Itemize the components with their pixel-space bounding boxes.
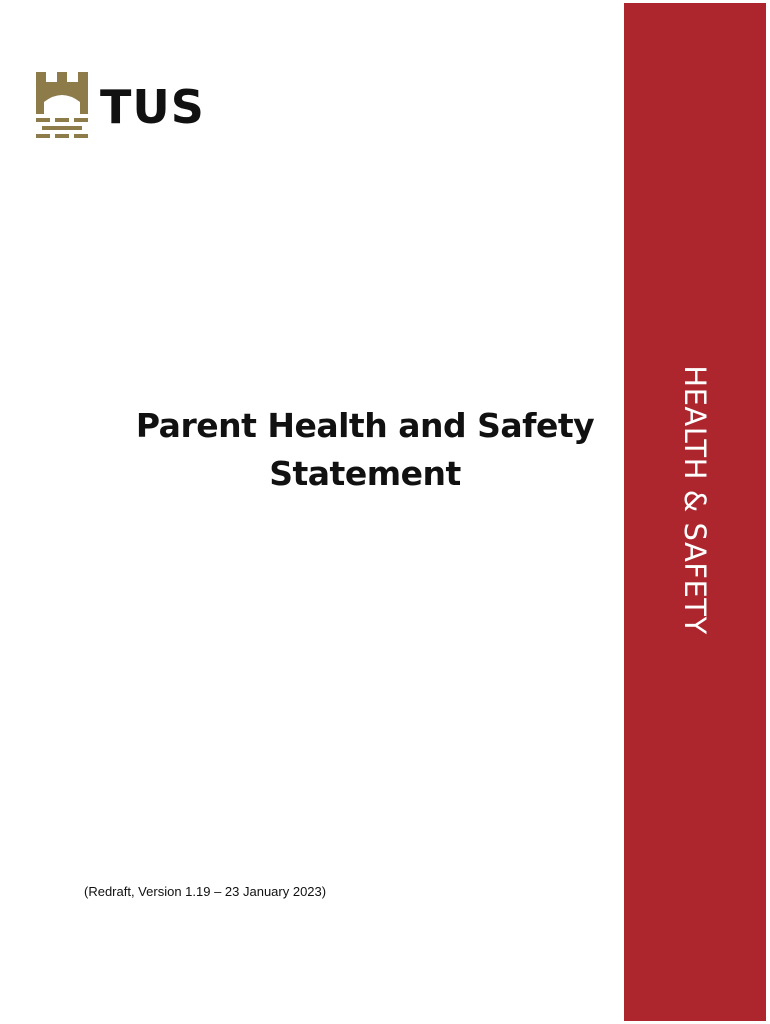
version-note: (Redraft, Version 1.19 – 23 January 2023) <box>84 884 327 899</box>
document-title <box>80 402 650 498</box>
sidebar-label: HEALTH & SAFETY <box>678 365 712 635</box>
logo-text: TUS <box>100 80 205 134</box>
tus-logo <box>34 72 205 140</box>
title-line-1: Parent Health and Safety <box>135 406 595 445</box>
category-sidebar <box>624 3 766 1021</box>
title-line-2: Statement <box>269 454 461 493</box>
castle-gate-icon <box>34 72 90 140</box>
